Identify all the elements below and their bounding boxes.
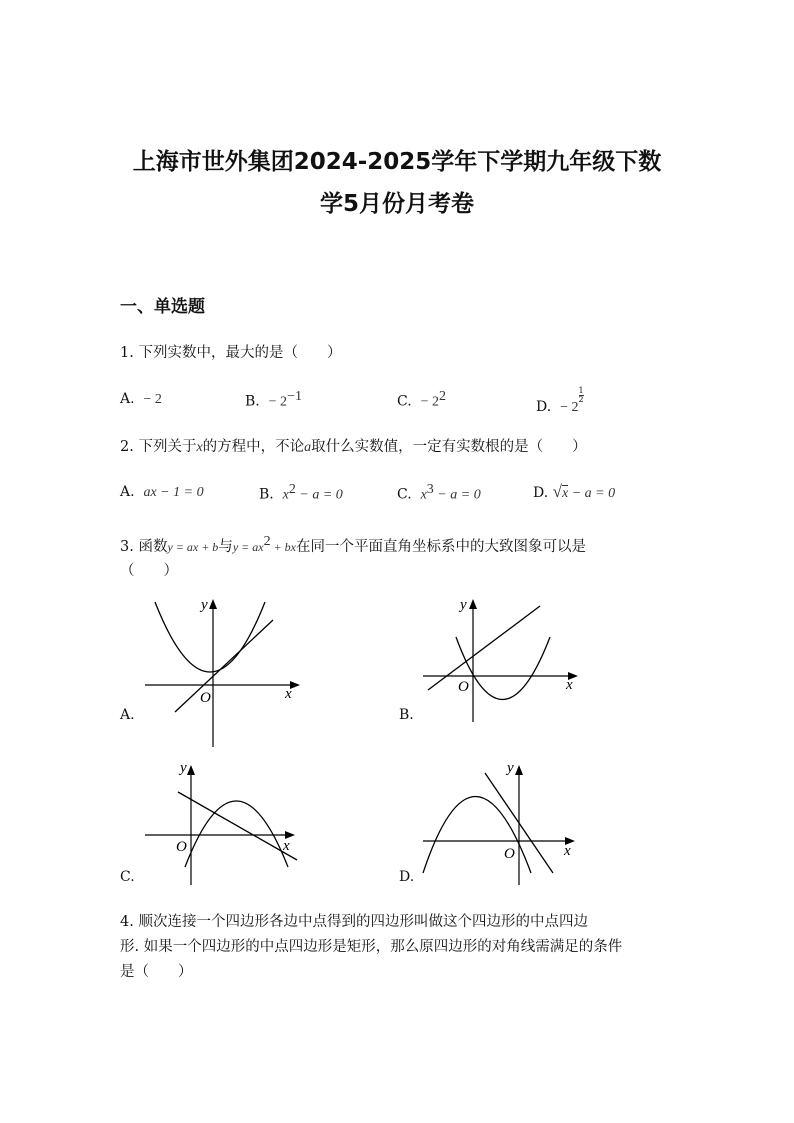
- section-heading: 一、单选题: [120, 297, 205, 317]
- graph-d-y-arrow: [515, 765, 523, 775]
- question-4-line-2: 形. 如果一个四边形的中点四边形是矩形，那么原四边形的对角线需满足的条件: [120, 939, 623, 955]
- q1-option-c: C. − $2^2$: [397, 389, 446, 410]
- q1-option-a: A. − 2: [120, 391, 162, 407]
- graph-d: [418, 755, 588, 890]
- graph-c-label: C.: [120, 869, 135, 885]
- graph-a-origin-label: O: [200, 690, 211, 706]
- graph-a-parabola: [155, 602, 265, 672]
- q2-option-b: B. $x^2 - a = 0$: [259, 482, 343, 503]
- graph-b-y-arrow: [469, 599, 477, 609]
- question-4-line-3: 是（ ）: [120, 964, 193, 980]
- graph-c-y-label: y: [180, 760, 187, 776]
- question-1-stem: 1. 下列实数中，最大的是（ ）: [120, 345, 342, 361]
- graph-d-origin-label: O: [504, 846, 515, 862]
- graph-c-line: [178, 792, 297, 860]
- graph-a-y-arrow: [209, 599, 217, 609]
- graph-b-y-label: y: [460, 597, 467, 613]
- graph-b-parabola: [456, 637, 550, 700]
- graph-c-parabola: [185, 801, 288, 867]
- graph-c: [140, 755, 310, 890]
- graph-a-label: A.: [120, 707, 135, 723]
- graph-b: [418, 592, 588, 727]
- q2-option-a: A. ax − 1 = 0: [120, 484, 204, 500]
- q2-option-c: C. $x^3 - a = 0$: [397, 482, 481, 503]
- graph-b-x-label: x: [566, 677, 573, 693]
- sqrt-symbol: √: [552, 482, 562, 501]
- graph-b-origin-label: O: [458, 679, 469, 695]
- graph-b-line: [428, 606, 540, 690]
- graph-a-line: [175, 620, 273, 712]
- question-3-stem: 3. 函数y = ax + b与$y = ax^2$ + bx在同一个平面直角坐标系中的大致图象可以是 （ ）: [120, 534, 586, 579]
- q1-option-b: B. − $2^{-1}$: [245, 389, 302, 410]
- page-title-line-1: 上海市世外集团2024-2025学年下学期九年级下数: [132, 149, 662, 175]
- graph-c-y-arrow: [187, 765, 195, 775]
- graph-c-origin-label: O: [176, 839, 187, 855]
- graph-a-y-label: y: [201, 597, 208, 613]
- graph-d-x-label: x: [564, 843, 571, 859]
- graph-d-label: D.: [399, 869, 415, 885]
- question-4-line-1: 4. 顺次连接一个四边形各边中点得到的四边形叫做这个四边形的中点四边: [120, 914, 588, 930]
- graph-a-x-label: x: [285, 686, 292, 702]
- graph-c-x-label: x: [283, 838, 290, 854]
- page-title-line-2: 学5月份月考卷: [319, 191, 474, 217]
- graph-b-label: B.: [399, 707, 414, 723]
- graph-d-y-label: y: [507, 760, 514, 776]
- question-2-stem: 2. 下列关于x的方程中，不论a取什么实数值，一定有实数根的是（ ）: [120, 439, 587, 455]
- q1-option-d: D. − 2 $\frac{1}{2}$: [536, 386, 584, 415]
- graph-a: [140, 592, 310, 752]
- q2-option-d: D. √x − a = 0: [533, 482, 616, 501]
